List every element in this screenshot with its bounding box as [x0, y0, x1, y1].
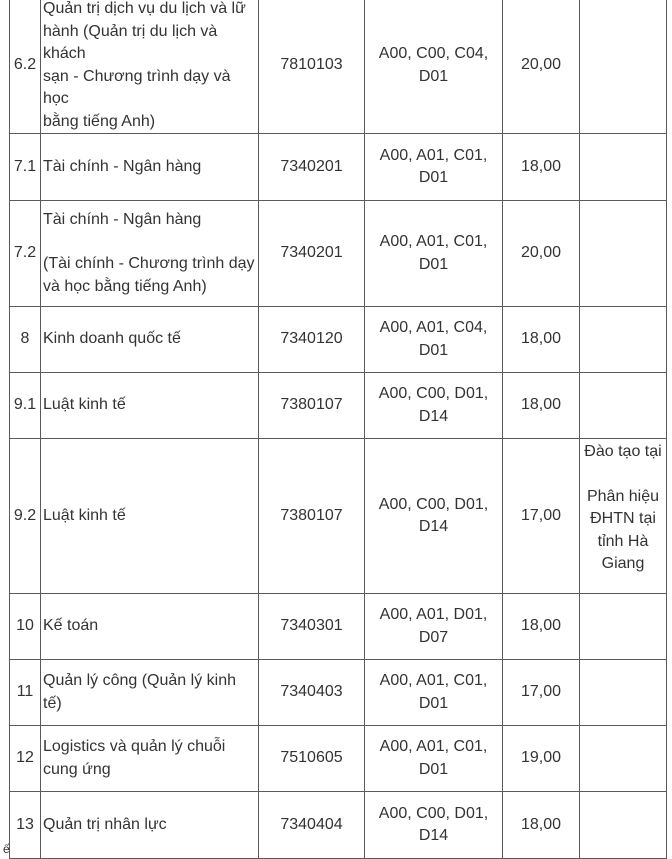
program-name-cell [41, 439, 259, 594]
cutoff-score-cell: 17,00 [503, 439, 580, 594]
program-name-cell [41, 373, 259, 439]
program-name-cell-line: Kinh doanh quốc tế [43, 330, 181, 348]
cutoff-score-cell: 18,00 [503, 134, 580, 201]
table-row [10, 201, 667, 307]
subject-combination-cell [365, 0, 503, 134]
subject-combination-cell [365, 792, 503, 859]
subject-combination-cell-line: D01 [418, 169, 449, 186]
row-number-cell: 6.2 [10, 0, 41, 134]
subject-combination-cell [365, 373, 503, 439]
subject-combination-cell [365, 307, 503, 373]
program-name-cell-line: (Tài chính - Chương trình dạy [43, 255, 255, 273]
program-name-cell [41, 307, 259, 373]
program-name-cell-line: Quản lý công (Quản lý kinh tế) [43, 672, 236, 712]
program-name-cell-line: cung ứng [43, 760, 111, 778]
subject-combination-cell-line: D01 [418, 67, 449, 85]
row-number-cell: 10 [10, 594, 41, 660]
program-name-cell [41, 201, 259, 307]
trailing-text-fragment: ế [3, 842, 10, 856]
subject-combination-cell-line: A00, A01, D01, [379, 606, 488, 623]
table-row [10, 439, 667, 594]
subject-combination-cell-line: A00, A01, C01, [379, 233, 488, 250]
note-cell [580, 594, 667, 660]
subject-combination-cell-line: A00, C00, D01, [378, 495, 489, 513]
subject-combination-cell [365, 439, 503, 594]
program-code-cell: 7340201 [259, 134, 365, 201]
program-code-cell: 7340403 [259, 660, 365, 726]
program-name-cell [41, 134, 259, 201]
note-cell [580, 307, 667, 373]
note-cell [580, 439, 667, 594]
program-name-cell [41, 594, 259, 660]
table-row [10, 792, 667, 859]
note-cell-line [582, 464, 664, 486]
cutoff-score-cell: 20,00 [503, 201, 580, 307]
note-cell-line: Giang [601, 555, 645, 572]
program-code-cell: 7340404 [259, 792, 365, 859]
subject-combination-cell-line: A00, A01, C01, [379, 672, 488, 689]
program-name-cell-line: Tài chính - Ngân hàng [43, 157, 202, 175]
subject-combination-cell-line: D01 [418, 255, 449, 273]
program-name-cell-line: Luật kinh tế [43, 506, 126, 524]
table-row [10, 0, 667, 134]
cutoff-score-cell: 17,00 [503, 660, 580, 726]
program-code-cell: 7380107 [259, 373, 365, 439]
table-row [10, 373, 667, 439]
row-number-cell: 12 [10, 726, 41, 792]
table-row [10, 594, 667, 660]
table-row [10, 134, 667, 201]
program-code-cell: 7810103 [259, 0, 365, 134]
subject-combination-cell-line: A00, C00, D01, [378, 385, 489, 402]
note-cell [580, 373, 667, 439]
cutoff-score-cell: 18,00 [503, 792, 580, 859]
program-name-cell-line: Kế toán [43, 617, 99, 635]
note-cell [580, 660, 667, 726]
program-code-cell: 7510605 [259, 726, 365, 792]
program-name-cell-line: Tài chính - Ngân hàng [43, 210, 202, 228]
note-cell [580, 201, 667, 307]
subject-combination-cell-line: D14 [418, 407, 449, 425]
program-name-cell [41, 0, 259, 134]
cutoff-score-cell: 19,00 [503, 726, 580, 792]
row-number-cell: 13 [10, 792, 41, 859]
cutoff-score-cell: 20,00 [503, 0, 580, 134]
program-name-cell-line: sạn - Chương trình dạy và học [43, 67, 231, 107]
subject-combination-cell-line: A00, A01, C04, [379, 319, 488, 336]
program-code-cell: 7340120 [259, 307, 365, 373]
program-name-cell [41, 726, 259, 792]
cutoff-score-cell: 18,00 [503, 373, 580, 439]
program-code-cell: 7340201 [259, 201, 365, 307]
program-name-cell-line: Luật kinh tế [43, 396, 126, 414]
table-row [10, 726, 667, 792]
subject-combination-cell [365, 726, 503, 792]
cutoff-score-cell: 18,00 [503, 594, 580, 660]
subject-combination-cell-line: D07 [418, 628, 449, 646]
program-name-cell [41, 660, 259, 726]
row-number-cell: 8 [10, 307, 41, 373]
program-name-cell-line: Quản trị nhân lực [43, 815, 167, 833]
note-cell [580, 726, 667, 792]
subject-combination-cell-line: D14 [418, 518, 449, 535]
program-name-cell-line: bằng tiếng Anh) [43, 112, 156, 130]
row-number-cell: 9.1 [10, 373, 41, 439]
program-name-cell [41, 792, 259, 859]
table-row [10, 660, 667, 726]
subject-combination-cell [365, 134, 503, 201]
subject-combination-cell [365, 594, 503, 660]
program-code-cell: 7340301 [259, 594, 365, 660]
subject-combination-cell-line: A00, C00, C04, [378, 45, 489, 62]
subject-combination-cell-line: D14 [418, 827, 449, 844]
program-name-cell-line: và học bằng tiếng Anh) [43, 277, 207, 295]
row-number-cell: 9.2 [10, 439, 41, 594]
subject-combination-cell-line: A00, A01, C01, [379, 738, 488, 755]
subject-combination-cell-line: D01 [418, 760, 449, 778]
note-cell [580, 0, 667, 134]
admission-score-table [9, 0, 667, 859]
table-body [10, 0, 667, 859]
subject-combination-cell-line: D01 [418, 694, 449, 712]
note-cell-line: Đào tạo tại [584, 443, 662, 460]
subject-combination-cell-line: A00, A01, C01, [379, 146, 488, 164]
row-number-cell: 7.1 [10, 134, 41, 201]
subject-combination-cell [365, 660, 503, 726]
subject-combination-cell [365, 201, 503, 307]
program-code-cell: 7380107 [259, 439, 365, 594]
row-number-cell: 11 [10, 660, 41, 726]
note-cell-line: Phân hiệu [586, 487, 660, 505]
program-name-cell-line: Logistics và quản lý chuỗi [43, 738, 226, 755]
subject-combination-cell-line: A00, C00, D01, [378, 804, 489, 822]
cutoff-score-cell: 18,00 [503, 307, 580, 373]
subject-combination-cell-line: D01 [418, 341, 449, 359]
row-number-cell: 7.2 [10, 201, 41, 307]
table-row [10, 307, 667, 373]
note-cell [580, 134, 667, 201]
program-name-cell-line [43, 231, 256, 253]
note-cell-line: tỉnh Hà [597, 532, 649, 550]
program-name-cell-line: hành (Quản trị du lịch và khách [43, 22, 218, 62]
note-cell [580, 792, 667, 859]
note-cell-line: ĐHTN tại [590, 510, 656, 527]
program-name-cell-line: Quản trị dịch vụ du lịch và lữ [43, 0, 246, 17]
